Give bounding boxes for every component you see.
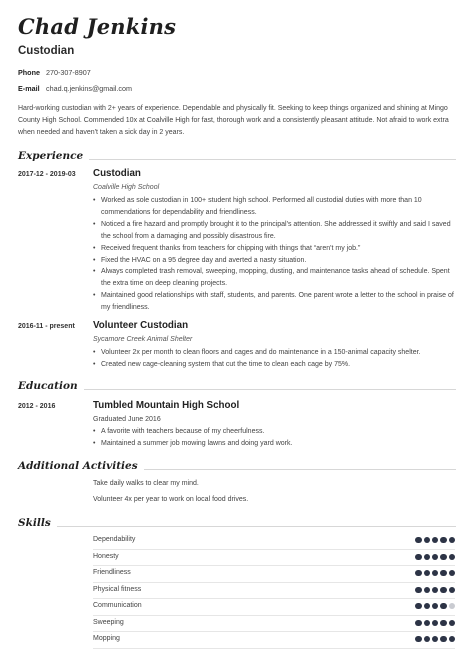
rating-dot-filled — [449, 620, 455, 626]
skill-rating — [415, 554, 455, 560]
skill-row — [93, 602, 455, 612]
job-bullet: • Worked as sole custodian in 100+ student high school. Performed all custodial duties with more than 10 commendations for dependability and friendliness. — [93, 195, 459, 219]
job-bullet: • Received frequent thanks from teachers for chipping with things that “aren't my job.” — [93, 243, 459, 255]
email-value[interactable]: chad.q.jenkins@gmail.com — [46, 84, 132, 93]
rating-dot-filled — [449, 537, 455, 543]
job-bullet: • Always completed trash removal, sweeping, mopping, dusting, and maintenance tasks ahead of schedule. Spent the extra time on deep cleaning projects. — [93, 266, 459, 290]
rating-dot-filled — [440, 636, 446, 642]
rating-dot-filled — [449, 636, 455, 642]
skill-rating — [415, 620, 455, 626]
rating-dot-filled — [415, 554, 421, 560]
job-bullets — [93, 347, 459, 371]
rating-dot-filled — [449, 554, 455, 560]
rating-dot-filled — [432, 636, 438, 642]
rating-dot-filled — [415, 587, 421, 593]
education-bullet: • Maintained a summer job mowing lawns and doing yard work. — [93, 438, 459, 450]
skill-row — [93, 619, 455, 629]
rating-dot-filled — [440, 537, 446, 543]
skill-row — [93, 536, 455, 546]
skill-rating — [415, 636, 455, 642]
activity-item: Take daily walks to clear my mind. — [93, 480, 199, 487]
skill-name: Communication — [93, 602, 142, 609]
rating-dot-filled — [449, 570, 455, 576]
job-bullet: • Created new cage-cleaning system that cut the time to clean each cage by 75%. — [93, 359, 459, 371]
rating-dot-filled — [415, 636, 421, 642]
rating-dot-filled — [449, 587, 455, 593]
skill-name: Physical fitness — [93, 585, 142, 593]
skill-rating — [415, 570, 455, 576]
skill-row — [93, 635, 455, 645]
skill-divider — [93, 648, 455, 649]
skill-name: Friendliness — [93, 569, 131, 576]
candidate-title: Custodian — [18, 45, 75, 57]
education-heading: Education — [18, 380, 84, 392]
activity-item: Volunteer 4x per year to work on local food drives. — [93, 496, 249, 503]
experience-heading: Experience — [18, 150, 89, 162]
job-bullets — [93, 195, 459, 314]
skill-name: Mopping — [93, 635, 120, 642]
rating-dot-filled — [440, 570, 446, 576]
rating-dot-filled — [432, 587, 438, 593]
skill-rating — [415, 603, 455, 609]
rating-dot-filled — [424, 620, 430, 626]
rating-dot-filled — [424, 537, 430, 543]
rating-dot-filled — [415, 603, 421, 609]
job-title: Volunteer Custodian — [93, 320, 189, 331]
skill-divider — [93, 549, 455, 550]
email-label: E-mail — [18, 84, 40, 93]
job-bullet: • Maintained good relationships with staff, students, and parents. One parent wrote a letter to the school in praise of my friendliness. — [93, 290, 459, 314]
skills-section-header — [18, 513, 456, 531]
rating-dot-empty — [449, 603, 455, 609]
candidate-name: Chad Jenkins — [18, 14, 177, 39]
skill-row — [93, 569, 455, 579]
rating-dot-filled — [424, 554, 430, 560]
job-bullet: • Volunteer 2x per month to clean floors and cages and do maintenance in a 150-animal capacity shelter. — [93, 347, 459, 359]
skills-heading: Skills — [18, 517, 57, 529]
school-name: Tumbled Mountain High School — [93, 400, 240, 411]
job-employer: Sycamore Creek Animal Shelter — [93, 336, 193, 343]
contact-phone — [18, 68, 91, 77]
skill-divider — [93, 582, 455, 583]
rating-dot-filled — [432, 537, 438, 543]
experience-section-header — [18, 146, 456, 164]
graduation-date: Graduated June 2016 — [93, 416, 161, 423]
rating-dot-filled — [440, 603, 446, 609]
rating-dot-filled — [440, 620, 446, 626]
rating-dot-filled — [432, 570, 438, 576]
education-section-header — [18, 376, 456, 394]
job-title: Custodian — [93, 168, 141, 179]
skill-divider — [93, 631, 455, 632]
rating-dot-filled — [432, 620, 438, 626]
skill-row — [93, 553, 455, 563]
skill-rating — [415, 587, 455, 593]
skill-row — [93, 586, 455, 596]
rating-dot-filled — [432, 603, 438, 609]
job-bullet: • Noticed a fire hazard and promptly brought it to the principal's attention. She addressed it swiftly and said I saved the school from a damaging and possibly disastrous fire. — [93, 219, 459, 243]
activities-section-header — [18, 456, 456, 474]
section-divider — [18, 526, 456, 527]
rating-dot-filled — [424, 587, 430, 593]
job-dates: 2017-12 - 2019-03 — [18, 171, 76, 178]
skill-name: Sweeping — [93, 618, 124, 626]
job-employer: Coalville High School — [93, 184, 160, 191]
activities-heading: Additional Activities — [18, 460, 144, 472]
skill-divider — [93, 565, 455, 566]
phone-value: 270-307-8907 — [46, 68, 91, 77]
skill-divider — [93, 615, 455, 616]
rating-dot-filled — [424, 636, 430, 642]
skill-rating — [415, 537, 455, 543]
job-dates: 2016-11 - present — [18, 323, 75, 330]
phone-label: Phone — [18, 68, 40, 77]
education-dates: 2012 - 2016 — [18, 403, 56, 410]
job-bullet: • Fixed the HVAC on a 95 degree day and averted a nasty situation. — [93, 255, 459, 267]
skill-name: Honesty — [93, 552, 119, 560]
rating-dot-filled — [415, 537, 421, 543]
rating-dot-filled — [424, 603, 430, 609]
education-bullets — [93, 426, 459, 450]
skill-name: Dependability — [93, 536, 136, 543]
contact-email — [18, 84, 132, 93]
rating-dot-filled — [415, 570, 421, 576]
skill-divider — [93, 598, 455, 599]
rating-dot-filled — [440, 587, 446, 593]
education-bullet: • A favorite with teachers because of my cheerfulness. — [93, 426, 459, 438]
rating-dot-filled — [415, 620, 421, 626]
rating-dot-filled — [432, 554, 438, 560]
rating-dot-filled — [424, 570, 430, 576]
summary-paragraph: Hard-working custodian with 2+ years of experience. Dependable and physically fit. Seeking to keep things organized and shining at Mingo County High School. Commended 10x at Coalville High for fast, thorough work and a consistently pleasant attitude. Not afraid to work extra when needed and haven't taken a sick day in 2 years. — [18, 105, 449, 136]
rating-dot-filled — [440, 554, 446, 560]
